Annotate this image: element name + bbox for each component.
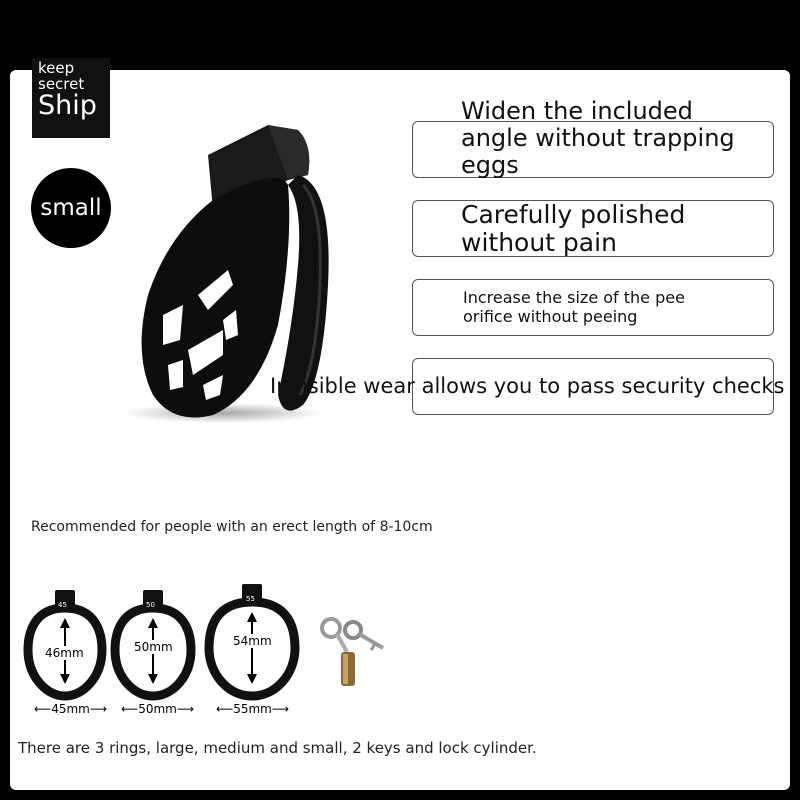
ring-small-width: ⟵45mm⟶ — [34, 702, 108, 716]
feature-3-line-2: orifice without peeing — [463, 307, 638, 326]
ring-small-height: 46mm — [45, 646, 84, 660]
feature-box-3 — [412, 279, 774, 336]
brand-badge-line3: Ship — [38, 90, 97, 121]
recommendation-text: Recommended for people with an erect length of 8-10cm — [31, 519, 433, 535]
ring-small-width-value: 45mm — [51, 702, 90, 716]
feature-1-line-2: angle without trapping — [461, 124, 735, 152]
feature-text-4 — [270, 372, 784, 400]
feature-box-4 — [270, 358, 785, 415]
ring-medium-tag: 50 — [146, 601, 155, 609]
ring-large-width-value: 55mm — [233, 702, 272, 716]
size-badge: small — [31, 168, 111, 248]
ring-medium-width-value: 50mm — [138, 702, 177, 716]
ring-large-width: ⟵55mm⟶ — [216, 702, 290, 716]
product-card — [10, 59, 790, 790]
feature-3-line-1: Increase the size of the pee — [463, 288, 685, 307]
ring-medium-height: 50mm — [134, 640, 173, 654]
ring-small-tag: 45 — [58, 601, 67, 609]
ring-large-tag: 55 — [246, 595, 255, 603]
ring-medium — [113, 588, 193, 718]
ring-large — [206, 582, 298, 718]
keys-icon — [313, 610, 393, 690]
brand-badge-line2: secret — [38, 75, 85, 93]
ring-medium-width: ⟵50mm⟶ — [121, 702, 195, 716]
feature-1-line-3: eggs — [461, 151, 519, 179]
feature-box-1 — [412, 97, 774, 179]
brand-badge — [32, 58, 110, 138]
ring-small — [26, 588, 108, 718]
feature-text-1 — [461, 98, 735, 179]
feature-2-line-1: Carefully polished — [461, 200, 686, 229]
feature-text-2 — [461, 201, 685, 257]
feature-text-3 — [463, 288, 685, 326]
feature-1-line-1: Widen the included — [461, 97, 693, 125]
feature-box-2 — [412, 200, 774, 257]
feature-2-line-2: without pain — [461, 228, 617, 257]
brand-badge-line1: keep — [38, 59, 75, 77]
ring-large-height: 54mm — [233, 634, 272, 648]
feature-4-line-1: Invisible wear allows you to pass security checks — [270, 374, 785, 398]
summary-text: There are 3 rings, large, medium and small, 2 keys and lock cylinder. — [18, 739, 537, 757]
